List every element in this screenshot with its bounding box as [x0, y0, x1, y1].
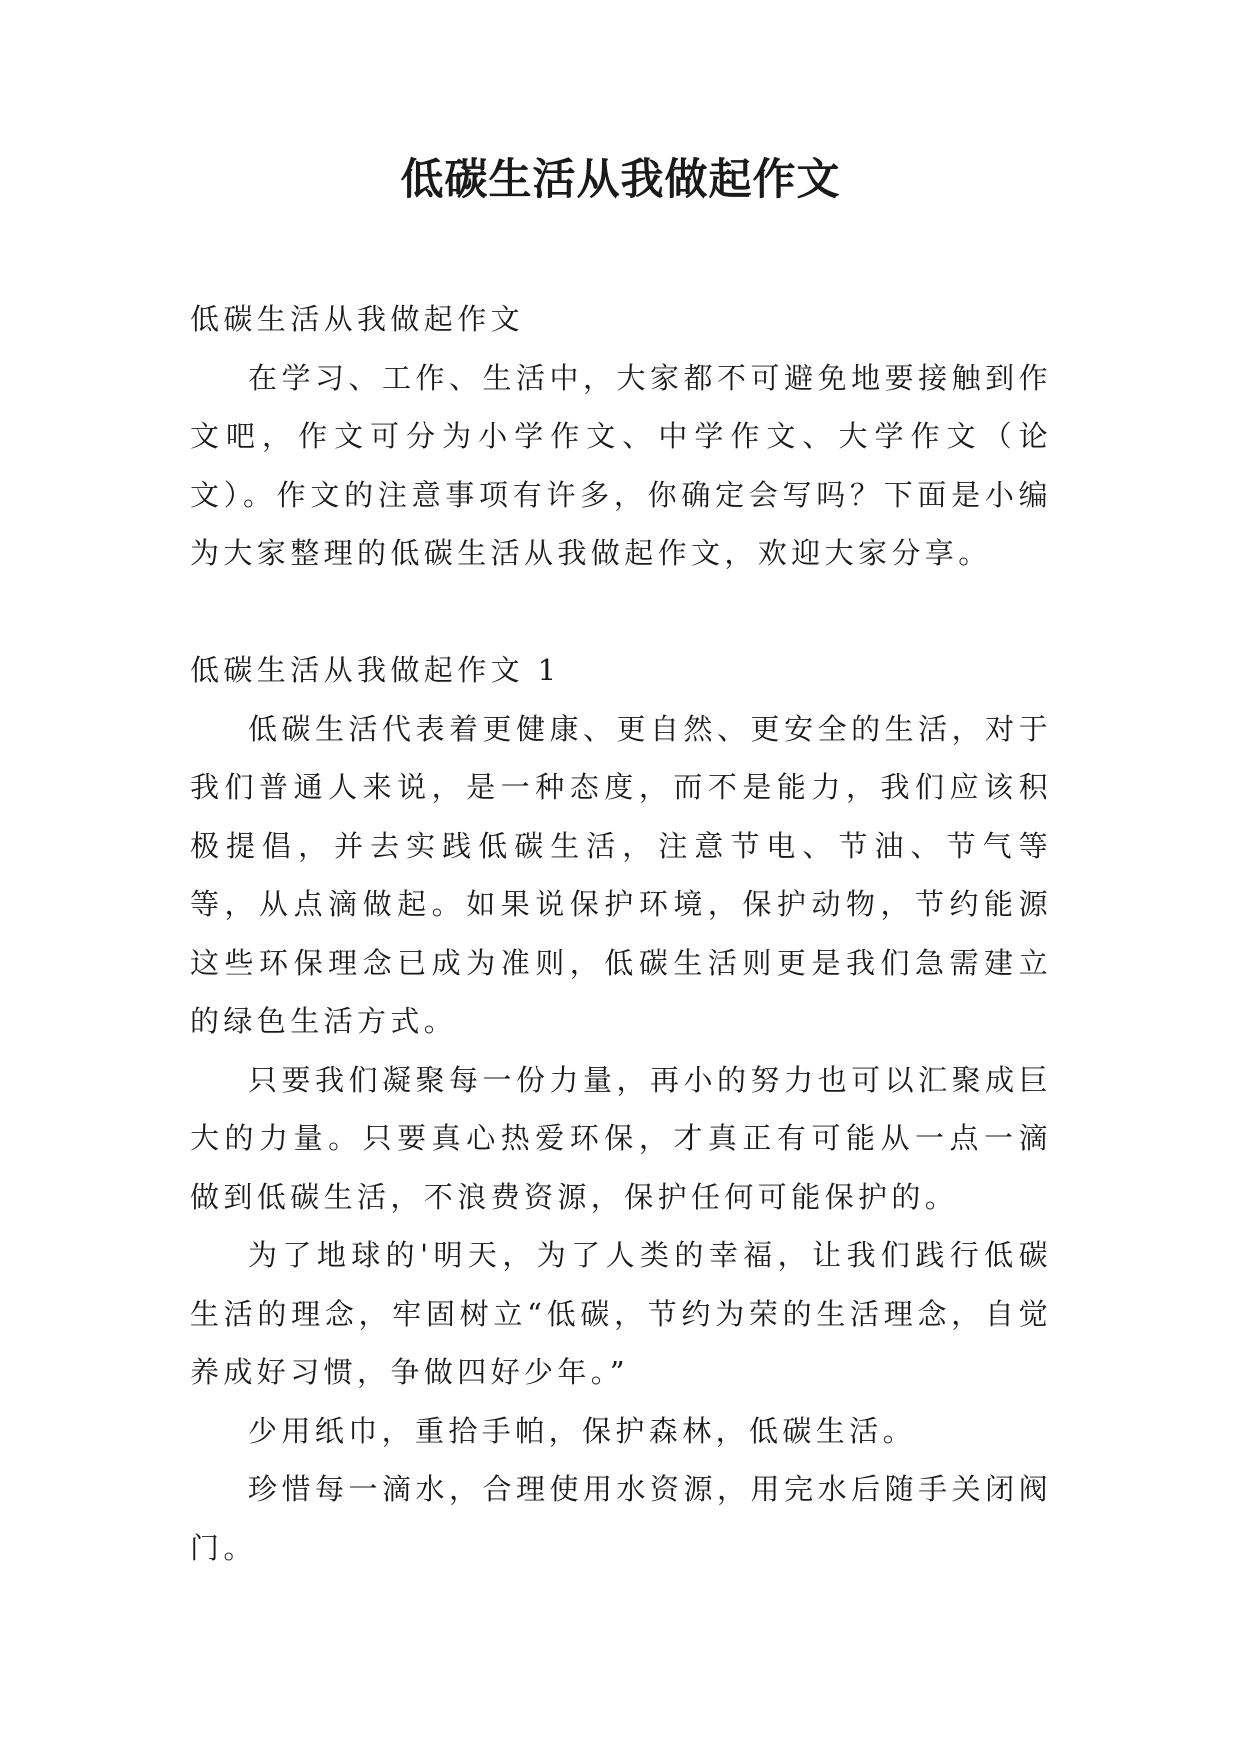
document-title: 低碳生活从我做起作文 [400, 155, 841, 205]
body-paragraph: 只要我们凝聚每一份力量，再小的努力也可以汇聚成巨大的力量。只要真心热爱环保，才真正有可能从一点一滴做到低碳生活，不浪费资源，保护任何可能保护的。 [190, 1062, 1052, 1214]
intro-heading: 低碳生活从我做起作文 [190, 302, 525, 336]
body-paragraph: 为了地球的'明天，为了人类的幸福，让我们践行低碳生活的理念，牢固树立“低碳，节约为荣的生活理念，自觉养成好习惯，争做四好少年。” [190, 1238, 1052, 1389]
intro-paragraph: 在学习、工作、生活中，大家都不可避免地要接触到作文吧，作文可分为小学作文、中学作文、大学作文（论文）。作文的注意事项有许多，你确定会写吗？下面是小编为大家整理的低碳生活从我做起作文，欢迎大家分享。 [190, 360, 1052, 570]
body-paragraph: 低碳生活代表着更健康、更自然、更安全的生活，对于我们普通人来说，是一种态度，而不是能力，我们应该积极提倡，并去实践低碳生活，注意节电、节油、节气等等，从点滴做起。如果说保护环境，保护动物，节约能源这些环保理念已成为准则，低碳生活则更是我们急需建立的绿色生活方式。 [190, 711, 1052, 1038]
section-spacer [190, 583, 1052, 642]
document-body [190, 290, 1052, 1577]
body-paragraph: 少用纸巾，重拾手帕，保护森林，低碳生活。 [248, 1413, 917, 1448]
body-paragraph: 珍惜每一滴水，合理使用水资源，用完水后随手关闭阀门。 [190, 1472, 1052, 1565]
section-heading: 低碳生活从我做起作文 1 [190, 653, 561, 687]
